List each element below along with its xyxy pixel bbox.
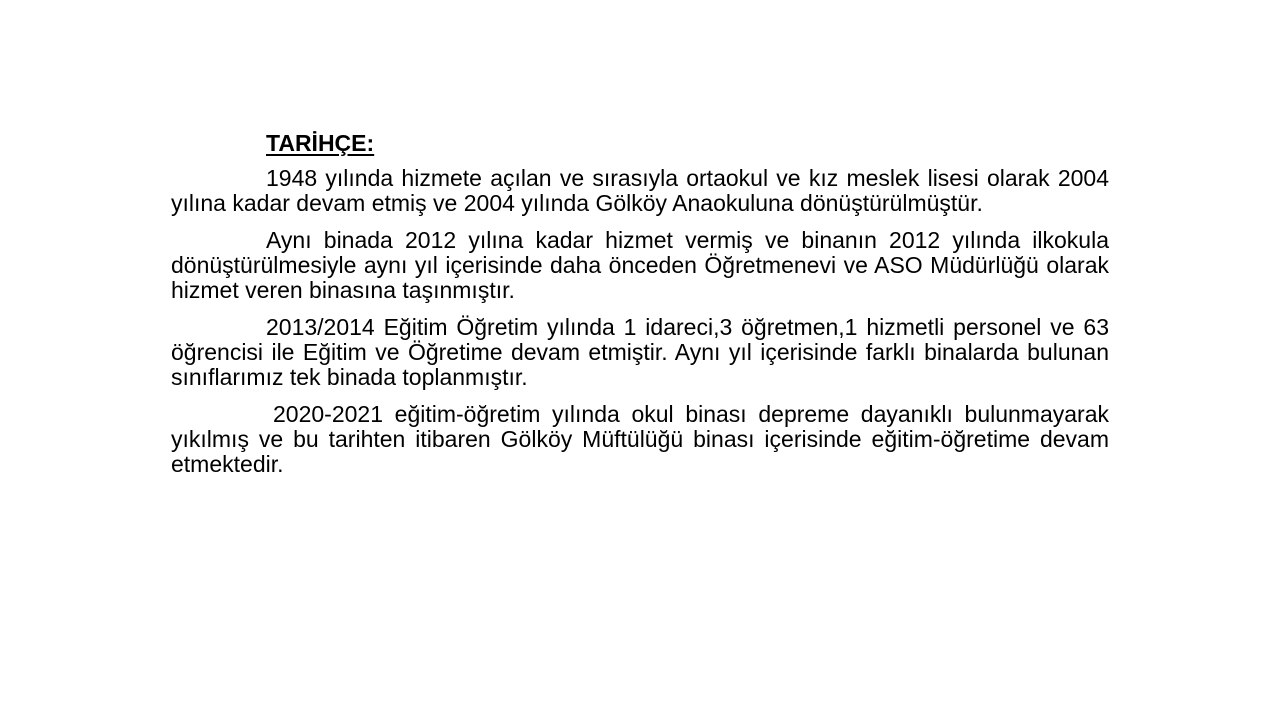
history-paragraph-4: 2020-2021 eğitim-öğretim yılında okul binası depreme dayanıklı bulunmayarak yıkılmış ve bu tarihten itibaren Gölköy Müftülüğü binası içerisinde eğitim-öğretime devam etmektedir.: [171, 401, 1109, 477]
history-paragraph-1: 1948 yılında hizmete açılan ve sırasıyla ortaokul ve kız meslek lisesi olarak 2004 yılına kadar devam etmiş ve 2004 yılında Gölköy Anaokuluna dönüştürülmüştür.: [171, 165, 1109, 216]
history-heading: TARİHÇE:: [266, 130, 375, 156]
history-paragraph-2: Aynı binada 2012 yılına kadar hizmet vermiş ve binanın 2012 yılında ilkokula dönüştürülmesiyle aynı yıl içerisinde daha önceden Öğretmenevi ve ASO Müdürlüğü olarak hizmet veren binasına taşınmıştır.: [171, 227, 1109, 303]
history-text-block: [171, 131, 1109, 489]
history-paragraph-3: 2013/2014 Eğitim Öğretim yılında 1 idareci,3 öğretmen,1 hizmetli personel ve 63 öğrencisi ile Eğitim ve Öğretime devam etmiştir. Aynı yıl içerisinde farklı binalarda bulunan sınıflarımız tek binada toplanmıştır.: [171, 314, 1109, 390]
